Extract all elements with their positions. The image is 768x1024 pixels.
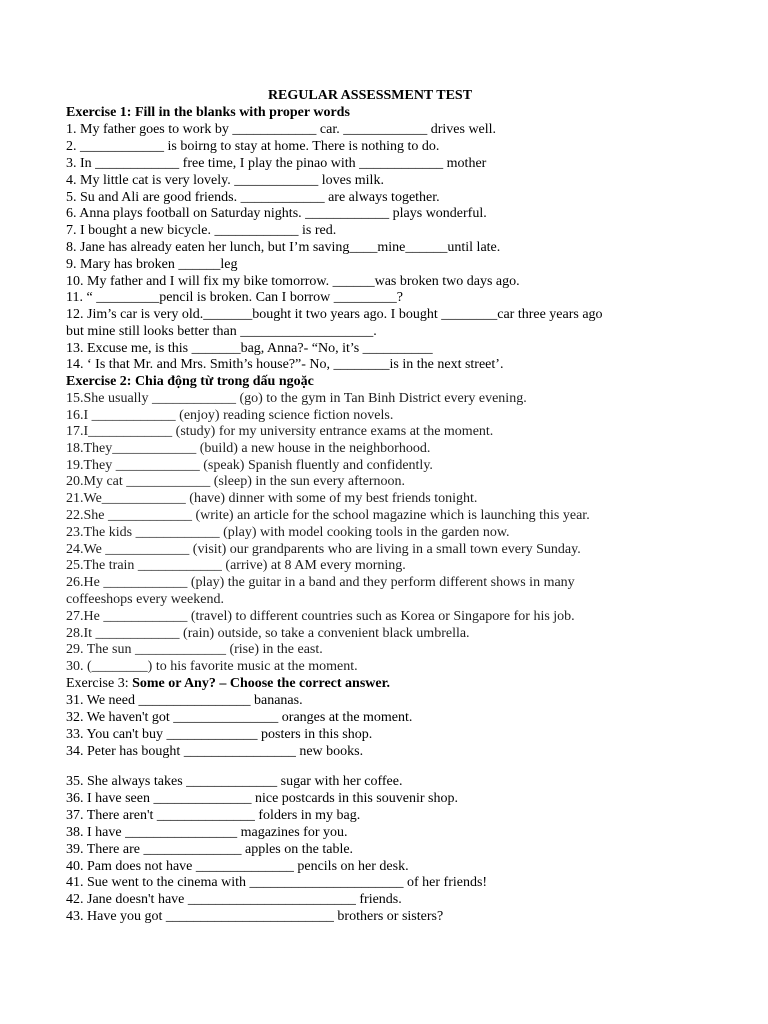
exercise-3-heading-prefix: Exercise 3: (66, 676, 133, 691)
exercise-1-line: 10. My father and I will fix my bike tomorrow. ______was broken two days ago. (66, 274, 520, 289)
exercise-1-line: 11. “ _________pencil is broken. Can I borrow _________? (66, 290, 403, 305)
exercise-2-line: 22.She ____________ (write) an article for the school magazine which is launching this year. (66, 508, 590, 523)
exercise-2-heading: Exercise 2: Chia động từ trong dấu ngoặc (66, 374, 314, 389)
exercise-2-line: 27.He ____________ (travel) to different countries such as Korea or Singapore for his job. (66, 609, 575, 624)
exercise-3-line: 38. I have ________________ magazines for you. (66, 825, 348, 840)
exercise-3-line: 42. Jane doesn't have ________________________ friends. (66, 892, 402, 907)
exercise-1-line: 9. Mary has broken ______leg (66, 257, 238, 272)
exercise-1-line: 3. In ____________ free time, I play the pinao with ____________ mother (66, 156, 487, 171)
exercise-1-line: 1. My father goes to work by ____________ car. ____________ drives well. (66, 122, 497, 137)
exercise-2-line: 16.I ____________ (enjoy) reading science fiction novels. (66, 408, 394, 423)
exercise-2-line: 20.My cat ____________ (sleep) in the sun every afternoon. (66, 474, 406, 489)
exercise-2-line: 25.The train ____________ (arrive) at 8 AM every morning. (66, 558, 406, 573)
exercise-2-line: 29. The sun _____________ (rise) in the east. (66, 642, 323, 657)
exercise-1-line: 5. Su and Ali are good friends. ____________ are always together. (66, 190, 440, 205)
exercise-1-heading: Exercise 1: Fill in the blanks with proper words (66, 105, 350, 120)
exercise-1-line: 7. I bought a new bicycle. ____________ is red. (66, 223, 337, 238)
exercise-2-line: coffeeshops every weekend. (66, 592, 224, 607)
exercise-2-line: 26.He ____________ (play) the guitar in a band and they perform different shows in many (66, 575, 575, 590)
exercise-1-line: 13. Excuse me, is this _______bag, Anna?- “No, it’s __________ (66, 341, 433, 356)
exercise-3-line: 35. She always takes _____________ sugar with her coffee. (66, 774, 403, 789)
exercise-1-line: 14. ‘ Is that Mr. and Mrs. Smith’s house?”- No, ________is in the next street’. (66, 357, 504, 372)
exercise-2-line: 30. (________) to his favorite music at the moment. (66, 659, 358, 674)
exercise-2-line: 21.We____________ (have) dinner with some of my best friends tonight. (66, 491, 478, 506)
exercise-3-line: 39. There are ______________ apples on the table. (66, 842, 354, 857)
exercise-1-line: 12. Jim’s car is very old._______bought it two years ago. I bought ________car three years ago (66, 307, 603, 322)
exercise-2-line: 23.The kids ____________ (play) with model cooking tools in the garden now. (66, 525, 510, 540)
exercise-3-line: 43. Have you got ________________________ brothers or sisters? (66, 909, 444, 924)
exercise-3-heading-instruction: Some or Any? – Choose the correct answer. (132, 676, 391, 691)
exercise-1-line: 2. ____________ is boirng to stay at home. There is nothing to do. (66, 139, 440, 154)
page-title: REGULAR ASSESSMENT TEST (267, 88, 473, 103)
exercise-3-line: 31. We need ________________ bananas. (66, 693, 303, 708)
exercise-3-heading (66, 676, 390, 692)
exercise-3-line: 34. Peter has bought ________________ new books. (66, 744, 364, 759)
exercise-2-line: 28.It ____________ (rain) outside, so take a convenient black umbrella. (66, 626, 470, 641)
exercise-2-line: 19.They ____________ (speak) Spanish fluently and confidently. (66, 458, 433, 473)
exercise-1-line: 6. Anna plays football on Saturday nights. ____________ plays wonderful. (66, 206, 487, 221)
exercise-2-line: 15.She usually ____________ (go) to the gym in Tan Binh District every evening. (66, 391, 527, 406)
exercise-1-line: but mine still looks better than ___________________. (66, 324, 377, 339)
exercise-2-line: 24.We ____________ (visit) our grandparents who are living in a small town every Sunday. (66, 542, 581, 557)
exercise-3-line: 33. You can't buy _____________ posters in this shop. (66, 727, 373, 742)
exercise-3-line: 41. Sue went to the cinema with ______________________ of her friends! (66, 875, 488, 890)
exercise-3-line: 40. Pam does not have ______________ pencils on her desk. (66, 859, 409, 874)
exercise-2-line: 17.I____________ (study) for my university entrance exams at the moment. (66, 424, 494, 439)
exercise-1-line: 4. My little cat is very lovely. ____________ loves milk. (66, 173, 384, 188)
exercise-3-line: 32. We haven't got _______________ oranges at the moment. (66, 710, 413, 725)
exercise-2-line: 18.They____________ (build) a new house in the neighborhood. (66, 441, 431, 456)
exercise-3-line: 37. There aren't ______________ folders in my bag. (66, 808, 361, 823)
exercise-1-line: 8. Jane has already eaten her lunch, but I’m saving____mine______until late. (66, 240, 501, 255)
exercise-3-line: 36. I have seen ______________ nice postcards in this souvenir shop. (66, 791, 458, 806)
